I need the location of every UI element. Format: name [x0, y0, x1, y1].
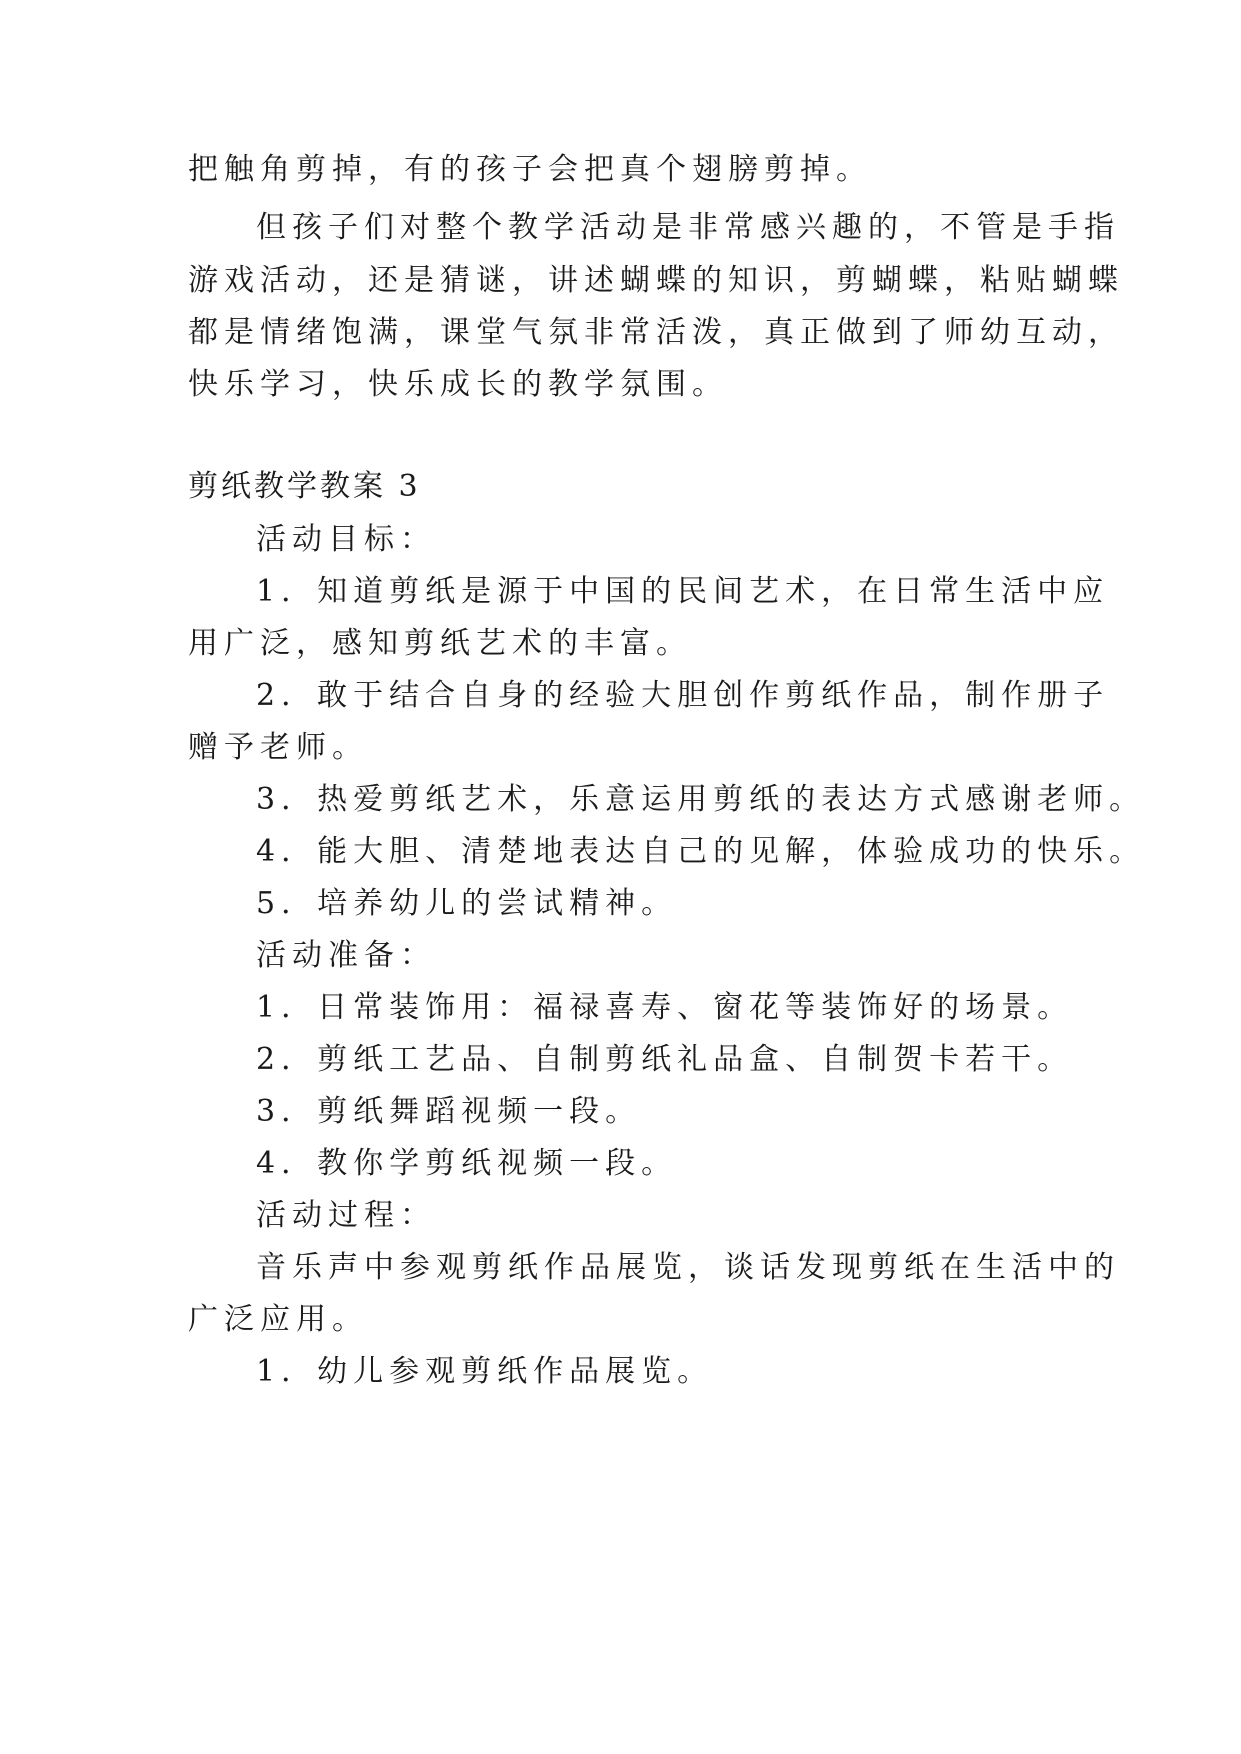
goal-item-continued: 用广泛，感知剪纸艺术的丰富。 [188, 626, 692, 661]
process-label: 活动过程： [256, 1198, 436, 1233]
prep-item: 2．剪纸工艺品、自制剪纸礼品盒、自制贺卡若干。 [256, 1042, 1074, 1077]
paragraph-line: 但孩子们对整个教学活动是非常感兴趣的，不管是手指 [256, 210, 1120, 245]
paragraph-line: 都是情绪饱满，课堂气氛非常活泼，真正做到了师幼互动， [188, 315, 1124, 350]
paragraph-line: 游戏活动，还是猜谜，讲述蝴蝶的知识，剪蝴蝶，粘贴蝴蝶 [188, 263, 1124, 298]
goal-item: 5．培养幼儿的尝试精神。 [256, 886, 678, 921]
section-title: 剪纸教学教案 3 [188, 469, 421, 504]
paragraph-line: 把触角剪掉，有的孩子会把真个翅膀剪掉。 [188, 152, 872, 187]
prep-item: 1．日常装饰用：福禄喜寿、窗花等装饰好的场景。 [256, 990, 1074, 1025]
process-intro: 音乐声中参观剪纸作品展览，谈话发现剪纸在生活中的 [256, 1250, 1120, 1285]
goal-item: 2．敢于结合自身的经验大胆创作剪纸作品，制作册子 [256, 678, 1110, 713]
goals-label: 活动目标： [256, 522, 436, 557]
goal-item-continued: 赠予老师。 [188, 730, 368, 765]
goal-item: 4．能大胆、清楚地表达自己的见解，体验成功的快乐。 [256, 834, 1146, 869]
process-item: 1．幼儿参观剪纸作品展览。 [256, 1354, 714, 1389]
paragraph-line: 快乐学习，快乐成长的教学氛围。 [188, 367, 728, 402]
prep-item: 4．教你学剪纸视频一段。 [256, 1146, 678, 1181]
goal-item: 1．知道剪纸是源于中国的民间艺术，在日常生活中应 [256, 574, 1110, 609]
prep-item: 3．剪纸舞蹈视频一段。 [256, 1094, 642, 1129]
goal-item: 3．热爱剪纸艺术，乐意运用剪纸的表达方式感谢老师。 [256, 782, 1146, 817]
process-intro-continued: 广泛应用。 [188, 1302, 368, 1337]
prep-label: 活动准备： [256, 938, 436, 973]
